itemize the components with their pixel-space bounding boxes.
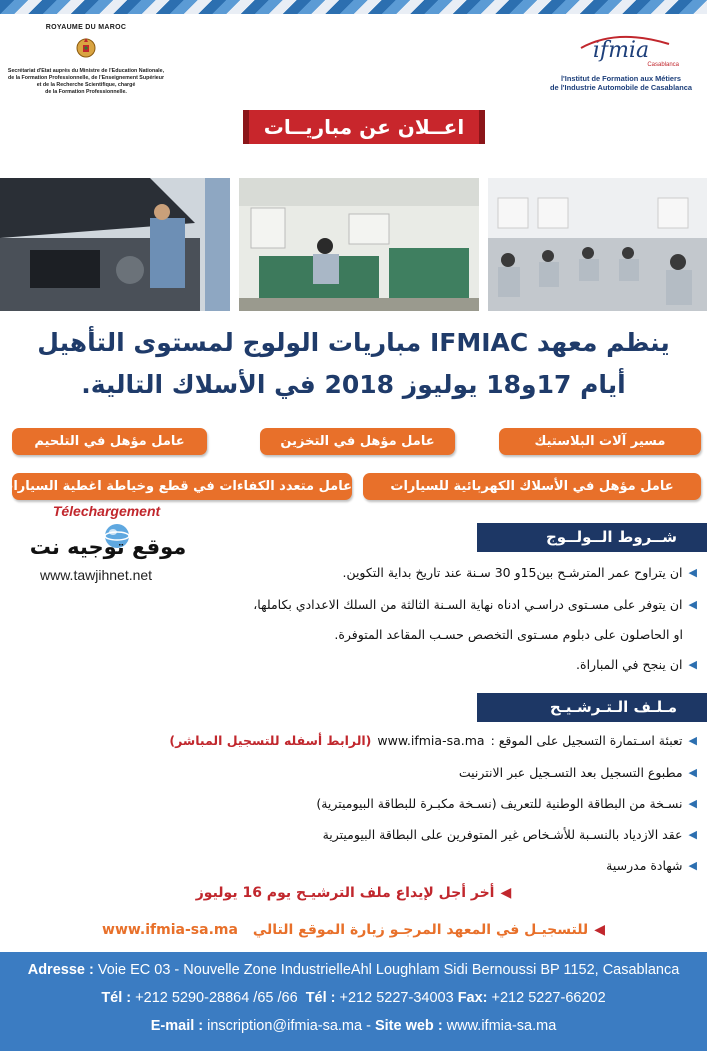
tel-value: +212 5290-28864 /65 /66 [135, 990, 298, 1006]
tel-label: Tél : [101, 990, 132, 1006]
dossier-item [459, 765, 697, 780]
dossier-text: عقد الازدياد بالنسـبة للأشـخاص غير المتوفرين على البطاقة البيوميترية [322, 827, 683, 842]
headline-line-2: أيام 17و18 يوليوز 2018 في الأسلاك التالية. [81, 370, 626, 399]
royal-emblem-icon [73, 34, 99, 60]
condition-text: ان ينجح في المباراة. [576, 657, 683, 672]
chevron-bullet-icon: ◀ [688, 766, 697, 779]
chevron-bullet-icon: ◀ [688, 828, 697, 841]
dossier-text: تعبئة اسـتمارة التسجيل على الموقع : [490, 733, 683, 748]
download-title: Télechargement [52, 503, 161, 519]
chevron-bullet-icon: ◀ [688, 859, 697, 872]
announcement-banner: اعــلان عن مباريــات [243, 110, 485, 144]
arrow-left-icon: ◀ [500, 885, 512, 901]
chevron-bullet-icon: ◀ [688, 598, 697, 611]
fax-label: Fax: [457, 990, 488, 1006]
institute-line: de l'Industrie Automobile de Casablanca [550, 83, 692, 92]
government-header [6, 24, 166, 96]
condition-item [576, 657, 697, 672]
email-label: E-mail : [150, 1018, 204, 1034]
tel-value: +212 5227-34003 [339, 990, 454, 1006]
dossier-item [606, 858, 697, 873]
download-site-name: موقع توجيه نت [29, 535, 187, 559]
photo-strip [0, 178, 707, 311]
web-label: Site web : [374, 1018, 443, 1034]
ministry-line: et de la Recherche Scientifique, chargé [36, 82, 136, 88]
program-pill: عامل مؤهل في الأسلاك الكهربائية للسيارات [363, 473, 701, 500]
ifmia-swoosh-icon [577, 32, 673, 52]
program-pill: عامل مؤهل في التخزين [260, 428, 455, 455]
program-pill: عامل متعدد الكفاءات في قطع وخياطة اغطية السيارات [12, 473, 352, 500]
fax-value: +212 5227-66202 [491, 990, 606, 1006]
top-decorative-band [0, 0, 707, 14]
condition-text: او الحاصلون على دبلوم مسـتوى التخصص حسـب المقاعد المتوفرة. [334, 627, 683, 642]
separator: - [362, 1018, 375, 1034]
car-engine-photo [0, 178, 230, 311]
chevron-bullet-icon: ◀ [688, 566, 697, 579]
footer-address-row [0, 962, 707, 978]
deadline-notice [0, 885, 707, 901]
address-label: Adresse : [27, 962, 94, 978]
condition-item [334, 627, 683, 642]
ifmia-city: Casablanca [647, 62, 679, 68]
ministry-line: de la Formation Professionnelle, de l'Enseignement Supérieur [7, 75, 165, 81]
tel-label: Tél : [305, 990, 336, 1006]
condition-text: ان يتوفر على مسـتوى دراسـي ادناه نهاية السـنة الثالثة من السلك الاعدادي بكاملها، [253, 597, 683, 612]
ministry-line: Secrétariat d'Etat auprès du Ministre de l'Education Nationale, [7, 68, 165, 74]
contact-footer [0, 952, 707, 1051]
registration-text: للتسجيـل في المعهد المرجـو زيارة الموقع التالي [252, 922, 589, 938]
condition-text: ان يتراوح عمر المترشـح بين15و 30 سـنة عند تاريخ بداية التكوين. [342, 565, 683, 580]
download-url[interactable]: www.tawjihnet.net [40, 567, 153, 583]
footer-email-row [0, 1018, 707, 1034]
dossier-text: نسـخة من البطاقة الوطنية للتعريف (نسـخة مكبـرة للبطاقة البيوميترية) [316, 796, 683, 811]
ministry-line: de la Formation Professionnelle. [45, 89, 127, 95]
download-watermark [14, 503, 199, 583]
program-pill: مسير آلات البلاستيك [499, 428, 701, 455]
arrow-left-icon: ◀ [594, 922, 605, 938]
condition-item [342, 565, 697, 580]
headline-line-1: ينظم معهد IFMIAC مباريات الولوج لمستوى التأهيل [37, 328, 670, 357]
chevron-bullet-icon: ◀ [688, 797, 697, 810]
dossier-header: مـلـف الـتـرشـيـح [477, 693, 707, 722]
ministry-text [6, 68, 166, 96]
footer-phone-row [0, 990, 707, 1006]
registration-note: (الرابط أسفله للتسجيل المباشر) [169, 733, 372, 748]
address-value: Voie EC 03 - Nouvelle Zone IndustrielleAhl Loughlam Sidi Bernoussi BP 1152, Casablanca [97, 962, 680, 978]
conditions-header: شــروط الــولــوج [477, 523, 707, 552]
dossier-registration-item [169, 733, 697, 748]
dossier-item [323, 827, 697, 842]
classroom-photo [488, 178, 707, 311]
institute-line: l'Institut de Formation aux Métiers [560, 74, 682, 83]
workshop-lathe-photo [239, 178, 479, 311]
institute-name [541, 74, 701, 92]
deadline-text: أخر أجل لإيداع ملف الترشيـح يوم 16 يوليوز [195, 885, 495, 901]
condition-item [253, 597, 697, 612]
chevron-bullet-icon: ◀ [688, 658, 697, 671]
program-pill: عامل مؤهل في التلحيم [12, 428, 207, 455]
email-link[interactable]: inscription@ifmia-sa.ma [207, 1018, 363, 1034]
ifmia-logo-block [541, 38, 701, 92]
dossier-item [316, 796, 697, 811]
registration-site-link[interactable]: www.ifmia-sa.ma [377, 733, 485, 748]
dossier-text: مطبوع التسجيل بعد التسـجيل عبر الانترنيت [458, 765, 683, 780]
kingdom-title: ROYAUME DU MAROC [45, 24, 127, 31]
ifmia-logo [541, 38, 701, 68]
chevron-bullet-icon: ◀ [688, 734, 697, 747]
website-link[interactable]: www.ifmia-sa.ma [446, 1018, 557, 1034]
dossier-text: شهادة مدرسية [606, 858, 683, 873]
ifmia-brand: ifmia [592, 38, 650, 63]
registration-url-link[interactable]: www.ifmia-sa.ma [102, 922, 238, 938]
registration-notice [0, 922, 707, 938]
